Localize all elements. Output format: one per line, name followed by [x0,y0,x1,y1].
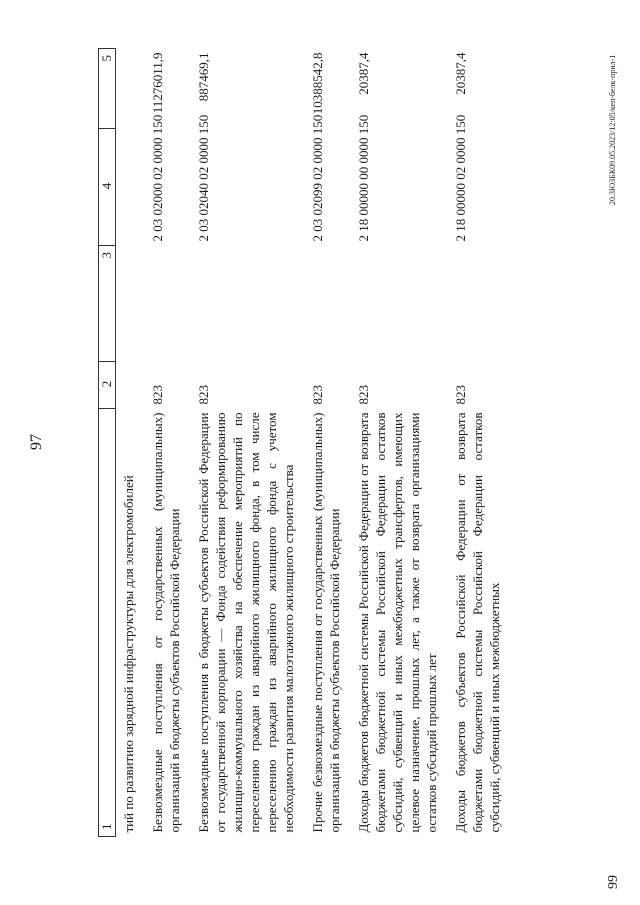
row-amount: 20387,4 [356,52,371,95]
table-row [440,49,503,837]
column-number-2: 2 [99,362,116,409]
row-kbk-code: 2 03 02040 02 0000 150 [196,114,211,242]
row-admin-code: 823 [150,385,165,405]
row-amount [116,49,138,129]
row-name: Прочие безвозмездные поступления от государственных (муниципальных) организаций в бюджеты субъектов Российской Федерации [310,412,342,833]
row-admin-code: 823 [356,385,371,405]
table-row [116,49,138,837]
row-kbk-code: 2 18 00000 00 0000 150 [356,114,371,242]
revenue-table [98,48,503,837]
table-row [343,49,440,837]
document-code: 20.3ЮЗБК09.05.2023/12:05/кеп-белк-прил-1 [608,54,617,205]
row-admin-code [116,362,138,409]
row-amount: 20387,4 [453,52,468,95]
row-admin-code: 823 [196,385,211,405]
column-number-5: 5 [99,49,116,129]
column-number-1: 1 [99,409,116,837]
table-row [137,49,183,837]
row-admin-code: 823 [453,385,468,405]
row-name: Безвозмездные поступления от государственных (муниципальных) организаций в бюджеты субъектов Российской Федерации [150,412,182,833]
row-name: Безвозмездные поступления в бюджеты субъектов Российской Федерации от государственной корпорации — Фонда содействия реформированию жилищно-коммунального хозяйства на обеспечение мероприятий по переселению граждан из аварийного жилищного фонда, в том числе переселению граждан из аварийного жилищного фонда с учетом необходимости развития малоэтажного жилищного строительства [196,412,296,833]
row-name: Доходы бюджетов бюджетной системы Российской Федерации от возврата бюджетами бюджетной системы Российской Федерации остатков субсидий, субвенций и иных межбюджетных трансфертов, имеющих целевое назначение, прошлых лет, а также от возврата организациями остатков субсидий прошлых лет [356,412,439,833]
row-kbk-code [116,129,138,246]
page-number: 97 [28,434,45,450]
row-name: тий по развитию зарядной инфраструктуры для электромобилей [121,475,136,833]
row-amount: 11276011,9 [150,52,165,114]
column-number-row [99,49,116,837]
table-row [297,49,343,837]
row-amount: 887469,1 [196,52,211,102]
row-kbk-code: 2 18 00000 02 0000 150 [453,114,468,242]
row-admin-code: 823 [310,385,325,405]
row-kbk-code: 2 03 02099 02 0000 150 [310,114,325,242]
row-amount: 10388542,8 [310,52,325,115]
corner-page-number: 99 [606,875,621,889]
row-kbk-code: 2 03 02000 02 0000 150 [150,114,165,242]
row-name: Доходы бюджетов субъектов Российской Федерации от возврата бюджетами бюджетной системы Российской Федерации остатков субсидий, субвенций и иных межбюджетных [453,412,502,833]
column-number-3: 3 [99,246,116,362]
table-row [183,49,297,837]
column-number-4: 4 [99,129,116,246]
